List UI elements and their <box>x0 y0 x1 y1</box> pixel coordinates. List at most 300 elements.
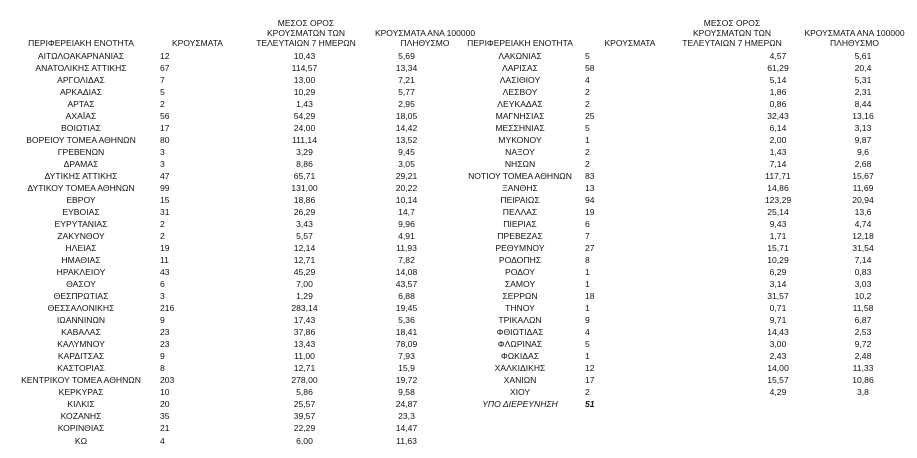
rate-cell: 5,36 <box>398 315 415 326</box>
rate-cell: 2,53 <box>854 327 872 338</box>
table-row <box>455 315 917 327</box>
table-row <box>455 182 917 194</box>
region-cell: ΕΒΡΟΥ <box>66 194 96 205</box>
table-row <box>2 363 457 375</box>
cases-cell: 9 <box>585 315 590 326</box>
rate-cell: 9,87 <box>854 134 872 145</box>
right-header-avg <box>672 18 792 48</box>
cases-cell: 2 <box>585 387 590 398</box>
table-row <box>2 315 457 327</box>
table-row <box>2 182 457 194</box>
region-cell: ΑΡΓΟΛΙΔΑΣ <box>57 74 105 85</box>
rate-cell: 11,58 <box>852 303 874 314</box>
left-header-avg-line1: ΜΕΣΟΣ ΟΡΟΣ <box>277 18 335 28</box>
avg-cell: 14,43 <box>767 327 789 338</box>
avg-cell: 6,29 <box>769 267 787 278</box>
rate-cell <box>809 399 917 411</box>
rate-cell: 13,52 <box>395 134 418 145</box>
rate-cell: 12,18 <box>852 230 874 241</box>
cases-cell: 2 <box>585 158 590 169</box>
avg-cell: 14,00 <box>767 363 789 374</box>
table-row <box>455 50 917 62</box>
table-row <box>2 110 457 122</box>
region-cell: ΡΟΔΟΠΗΣ <box>498 255 542 266</box>
region-cell: ΕΥΒΟΙΑΣ <box>62 206 100 217</box>
rate-cell: 78,09 <box>395 339 418 350</box>
rate-cell: 2,95 <box>398 98 415 109</box>
region-cell: ΚΩ <box>74 435 88 446</box>
region-cell: ΔΥΤΙΚΗΣ ΑΤΤΙΚΗΣ <box>44 170 118 181</box>
region-cell: ΛΑΣΙΘΙΟΥ <box>499 74 541 85</box>
table-row <box>2 375 457 387</box>
cases-cell: 12 <box>585 363 595 374</box>
avg-cell: 9,43 <box>769 218 787 229</box>
cases-cell: 8 <box>160 363 165 374</box>
left-header-avg <box>246 18 366 48</box>
avg-cell: 1,71 <box>769 230 787 241</box>
rate-cell: 2,68 <box>854 158 872 169</box>
region-cell: ΚΕΝΤΡΙΚΟΥ ΤΟΜΕΑ ΑΘΗΝΩΝ <box>21 375 141 386</box>
rate-cell: 20,4 <box>854 62 872 73</box>
region-cell: ΛΕΥΚΑΔΑΣ <box>497 98 543 109</box>
table-row <box>2 411 457 423</box>
avg-cell: 2,00 <box>769 134 787 145</box>
avg-cell: 5,86 <box>296 387 313 398</box>
region-cell: ΚΟΡΙΝΘΙΑΣ <box>57 423 105 434</box>
rate-cell: 18,05 <box>395 110 418 121</box>
cases-cell: 5 <box>585 339 590 350</box>
cases-cell: 35 <box>160 411 170 422</box>
cases-cell: 6 <box>160 279 165 290</box>
region-cell: ΠΙΕΡΙΑΣ <box>503 218 537 229</box>
rate-cell: 4,74 <box>854 218 872 229</box>
rate-cell: 10,14 <box>395 194 418 205</box>
rate-cell: 24,87 <box>395 399 418 410</box>
cases-cell: 2 <box>160 98 165 109</box>
avg-cell: 61,29 <box>767 62 789 73</box>
avg-cell: 3,14 <box>769 279 787 290</box>
avg-cell: 278,00 <box>291 375 318 386</box>
table-row <box>2 399 457 411</box>
table-row <box>455 206 917 218</box>
region-cell: ΧΙΟΥ <box>509 387 531 398</box>
rate-cell: 29,21 <box>395 170 418 181</box>
cases-cell: 5 <box>160 86 165 97</box>
rate-cell: 9,45 <box>398 146 415 157</box>
cases-cell: 2 <box>585 146 590 157</box>
cases-cell: 43 <box>160 267 170 278</box>
table-row <box>455 134 917 146</box>
left-header-avg-line3: ΤΕΛΕΥΤΑΙΩΝ 7 ΗΜΕΡΩΝ <box>256 38 356 48</box>
avg-cell: 9,71 <box>769 315 787 326</box>
rate-cell: 0,83 <box>854 267 872 278</box>
avg-cell <box>747 399 809 411</box>
rate-cell: 9,96 <box>398 218 415 229</box>
right-header-avg-line2: ΚΡΟΥΣΜΑΤΩΝ ΤΩΝ <box>693 28 771 38</box>
table-row <box>2 122 457 134</box>
cases-cell: 2 <box>585 86 590 97</box>
cases-cell: 3 <box>160 291 165 302</box>
cases-cell: 2 <box>160 230 165 241</box>
cases-cell: 4 <box>585 74 590 85</box>
avg-cell: 0,86 <box>769 98 787 109</box>
avg-cell: 111,14 <box>291 134 317 145</box>
table-row <box>455 363 917 375</box>
rate-cell: 7,21 <box>398 74 415 85</box>
region-cell: ΛΑΡΙΣΑΣ <box>502 62 538 73</box>
table-row <box>2 98 457 110</box>
rate-cell: 9,58 <box>398 387 415 398</box>
avg-cell: 12,71 <box>293 255 316 266</box>
cases-cell: 12 <box>160 50 170 61</box>
rate-cell: 9,6 <box>857 146 869 157</box>
table-row <box>2 435 457 447</box>
rate-cell: 14,7 <box>398 206 415 217</box>
region-cell: ΙΩΑΝΝΙΝΩΝ <box>56 315 106 326</box>
region-cell: ΑΙΤΩΛΟΑΚΑΡΝΑΝΙΑΣ <box>37 50 125 61</box>
avg-cell: 54,29 <box>293 110 316 121</box>
cases-cell: 216 <box>160 303 175 314</box>
cases-cell: 203 <box>160 375 175 386</box>
region-cell: ΑΡΤΑΣ <box>67 98 95 109</box>
avg-cell: 1,43 <box>296 98 313 109</box>
avg-cell: 13,00 <box>293 74 316 85</box>
rate-cell: 7,93 <box>398 351 415 362</box>
cases-cell: 3 <box>160 158 165 169</box>
table-row <box>455 267 917 279</box>
table-row <box>455 255 917 267</box>
avg-cell: 5,57 <box>296 230 313 241</box>
region-cell: ΗΜΑΘΙΑΣ <box>61 255 101 266</box>
cases-cell: 20 <box>160 399 170 410</box>
cases-cell: 67 <box>160 62 170 73</box>
table-row <box>2 170 457 182</box>
right-cases-table <box>455 50 917 411</box>
table-row <box>2 279 457 291</box>
rate-cell: 15,9 <box>398 363 415 374</box>
avg-cell: 131,00 <box>291 182 318 193</box>
table-row <box>455 399 917 411</box>
region-cell: ΕΥΡΥΤΑΝΙΑΣ <box>54 218 108 229</box>
cases-cell: 1 <box>585 134 590 145</box>
avg-cell: 25,14 <box>767 206 789 217</box>
cases-cell: 7 <box>585 230 590 241</box>
table-row <box>2 134 457 146</box>
cases-cell: 58 <box>585 62 595 73</box>
cases-cell: 11 <box>160 255 169 266</box>
avg-cell: 12,14 <box>293 243 316 254</box>
cases-cell: 3 <box>160 146 165 157</box>
avg-cell: 10,29 <box>293 86 316 97</box>
rate-cell: 5,61 <box>854 50 872 61</box>
avg-cell: 0,71 <box>769 303 787 314</box>
cases-cell: 9 <box>160 351 165 362</box>
rate-cell: 13,16 <box>852 110 874 121</box>
table-row <box>2 218 457 230</box>
avg-cell: 3,00 <box>769 339 787 350</box>
table-row <box>455 158 917 170</box>
table-row <box>455 74 917 86</box>
avg-cell: 18,86 <box>293 194 316 205</box>
rate-cell: 6,88 <box>398 291 415 302</box>
region-cell: ΔΥΤΙΚΟΥ ΤΟΜΕΑ ΑΘΗΝΩΝ <box>27 182 135 193</box>
cases-cell: 19 <box>160 243 170 254</box>
avg-cell: 65,71 <box>293 170 316 181</box>
cases-cell: 15 <box>160 194 170 205</box>
cases-cell: 9 <box>160 315 165 326</box>
avg-cell: 1,29 <box>296 291 313 302</box>
region-cell: ΦΩΚΙΔΑΣ <box>500 351 540 362</box>
region-cell: ΗΛΕΙΑΣ <box>65 243 97 254</box>
table-row <box>2 50 457 62</box>
rate-cell: 15,67 <box>852 170 874 181</box>
table-row <box>455 86 917 98</box>
table-row <box>2 351 457 363</box>
cases-cell: 6 <box>585 218 590 229</box>
avg-cell: 25,57 <box>293 399 316 410</box>
table-row <box>455 122 917 134</box>
cases-cell: 56 <box>160 110 170 121</box>
table-row <box>2 243 457 255</box>
rate-cell: 14,08 <box>395 267 418 278</box>
table-row <box>455 291 917 303</box>
right-header-region: ΠΕΡΙΦΕΡΕΙΑΚΗ ΕΝΟΤΗΤΑ <box>467 38 573 48</box>
region-cell: ΚΑΣΤΟΡΙΑΣ <box>57 363 105 374</box>
table-row <box>2 267 457 279</box>
avg-cell: 12,71 <box>293 363 316 374</box>
table-row <box>2 303 457 315</box>
left-header-cases: ΚΡΟΥΣΜΑΤΑ <box>172 38 223 48</box>
avg-cell: 37,86 <box>293 327 316 338</box>
cases-cell: 4 <box>585 327 590 338</box>
region-cell: ΖΑΚΥΝΘΟΥ <box>57 230 105 241</box>
region-cell: ΝΟΤΙΟΥ ΤΟΜΕΑ ΑΘΗΝΩΝ <box>468 170 572 181</box>
avg-cell: 1,86 <box>769 86 787 97</box>
rate-cell: 5,77 <box>398 86 415 97</box>
right-header-cases: ΚΡΟΥΣΜΑΤΑ <box>604 38 656 48</box>
avg-cell: 45,29 <box>293 267 316 278</box>
cases-cell: 1 <box>585 351 590 362</box>
avg-cell: 4,29 <box>769 387 787 398</box>
cases-cell: 13 <box>585 182 595 193</box>
avg-cell: 123,29 <box>764 194 792 205</box>
avg-cell: 3,29 <box>296 146 313 157</box>
table-row <box>455 170 917 182</box>
region-cell: ΑΡΚΑΔΙΑΣ <box>59 86 103 97</box>
rate-cell: 7,82 <box>398 255 415 266</box>
region-cell: ΧΑΝΙΩΝ <box>503 375 537 386</box>
cases-cell: 18 <box>585 291 595 302</box>
avg-cell: 31,57 <box>767 291 789 302</box>
rate-cell: 10,2 <box>854 291 872 302</box>
rate-cell: 7,14 <box>854 255 872 266</box>
region-cell: ΝΗΣΩΝ <box>504 158 536 169</box>
region-cell: ΜΑΓΝΗΣΙΑΣ <box>495 110 545 121</box>
cases-cell: 94 <box>585 194 595 205</box>
cases-cell: 23 <box>160 327 170 338</box>
cases-cell: 5 <box>585 50 590 61</box>
table-row <box>455 375 917 387</box>
cases-cell: 31 <box>160 206 170 217</box>
region-cell: ΡΟΔΟΥ <box>505 267 535 278</box>
avg-cell: 39,57 <box>293 411 316 422</box>
table-row <box>2 423 457 435</box>
table-row <box>455 98 917 110</box>
region-cell: ΥΠΟ ΔΙΕΡΕΥΝΗΣΗ <box>482 399 558 410</box>
table-row <box>2 327 457 339</box>
right-header-avg-line1: ΜΕΣΟΣ ΟΡΟΣ <box>703 18 761 28</box>
table-row <box>455 62 917 74</box>
region-cell: ΧΑΛΚΙΔΙΚΗΣ <box>494 363 546 374</box>
table-row <box>2 230 457 242</box>
rate-cell: 2,48 <box>854 351 872 362</box>
table-row <box>455 146 917 158</box>
region-cell: ΞΑΝΘΗΣ <box>502 182 538 193</box>
cases-cell: 17 <box>160 122 170 133</box>
avg-cell: 17,43 <box>293 315 316 326</box>
avg-cell: 24,00 <box>293 122 316 133</box>
right-header-rate-line2: ΠΛΗΘΥΣΜΟ <box>830 38 879 48</box>
table-row <box>2 339 457 351</box>
avg-cell: 4,57 <box>769 50 787 61</box>
table-row <box>455 387 917 399</box>
avg-cell: 7,14 <box>769 158 787 169</box>
left-header-avg-line2: ΚΡΟΥΣΜΑΤΩΝ ΤΩΝ <box>267 28 345 38</box>
rate-cell: 14,47 <box>395 423 418 434</box>
cases-cell: 8 <box>585 255 590 266</box>
cases-cell: 83 <box>585 170 595 181</box>
region-cell: ΦΛΩΡΙΝΑΣ <box>497 339 543 350</box>
left-header-region: ΠΕΡΙΦΕΡΕΙΑΚΗ ΕΝΟΤΗΤΑ <box>28 38 134 48</box>
table-row <box>455 303 917 315</box>
rate-cell: 13,6 <box>854 206 872 217</box>
table-row <box>2 158 457 170</box>
rate-cell: 11,93 <box>396 243 417 254</box>
table-row <box>455 218 917 230</box>
region-cell: ΝΑΞΟΥ <box>505 146 535 157</box>
table-row <box>2 255 457 267</box>
rate-cell: 13,34 <box>395 62 418 73</box>
rate-cell: 43,57 <box>395 279 418 290</box>
rate-cell: 11,69 <box>852 182 874 193</box>
region-cell: ΡΕΘΥΜΝΟΥ <box>495 243 545 254</box>
cases-cell: 99 <box>160 182 170 193</box>
region-cell: ΗΡΑΚΛΕΙΟΥ <box>56 267 106 278</box>
right-header-rate-line1: ΚΡΟΥΣΜΑΤΑ ΑΝΑ 100000 <box>804 28 905 38</box>
rate-cell: 10,86 <box>852 375 874 386</box>
table-row <box>2 387 457 399</box>
left-header-rate-line1: ΚΡΟΥΣΜΑΤΑ ΑΝΑ 100000 <box>374 28 476 38</box>
avg-cell: 2,43 <box>769 351 787 362</box>
rate-cell: 20,22 <box>395 182 418 193</box>
region-cell: ΔΡΑΜΑΣ <box>63 158 99 169</box>
avg-cell: 14,86 <box>767 182 789 193</box>
region-cell: ΚΑΛΥΜΝΟΥ <box>57 339 105 350</box>
region-cell: ΓΡΕΒΕΝΩΝ <box>57 146 105 157</box>
avg-cell: 117,71 <box>765 170 791 181</box>
region-cell: ΒΟΙΩΤΙΑΣ <box>61 122 101 133</box>
table-row <box>2 146 457 158</box>
cases-cell: 27 <box>585 243 595 254</box>
table-row <box>455 194 917 206</box>
table-row <box>2 206 457 218</box>
right-header-rate <box>792 28 917 48</box>
region-cell: ΑΧΑΪΑΣ <box>65 110 97 121</box>
avg-cell: 11,00 <box>294 351 315 362</box>
region-cell: ΘΕΣΣΑΛΟΝΙΚΗΣ <box>47 303 115 314</box>
table-row <box>455 230 917 242</box>
rate-cell: 3,13 <box>854 122 872 133</box>
right-header-avg-line3: ΤΕΛΕΥΤΑΙΩΝ 7 ΗΜΕΡΩΝ <box>682 38 782 48</box>
avg-cell: 6,00 <box>296 435 313 446</box>
region-cell: ΘΕΣΠΡΩΤΙΑΣ <box>53 291 109 302</box>
avg-cell: 3,43 <box>296 218 313 229</box>
rate-cell: 11,63 <box>396 435 417 446</box>
region-cell: ΠΕΛΛΑΣ <box>502 206 538 217</box>
avg-cell: 32,43 <box>767 110 789 121</box>
region-cell: ΚΑΡΔΙΤΣΑΣ <box>57 351 105 362</box>
rate-cell: 3,8 <box>857 387 869 398</box>
avg-cell: 22,29 <box>293 423 316 434</box>
rate-cell: 3,05 <box>398 158 415 169</box>
cases-cell: 1 <box>585 303 590 314</box>
rate-cell: 8,44 <box>854 98 872 109</box>
cases-cell: 19 <box>585 206 595 217</box>
rate-cell: 31,54 <box>852 243 874 254</box>
rate-cell: 4,91 <box>398 230 415 241</box>
rate-cell: 23,3 <box>398 411 415 422</box>
cases-cell: 51 <box>585 399 595 410</box>
table-row <box>455 327 917 339</box>
left-cases-table <box>2 50 457 447</box>
region-cell: ΚΟΖΑΝΗΣ <box>60 411 102 422</box>
avg-cell: 26,29 <box>293 206 316 217</box>
cases-cell: 2 <box>160 218 165 229</box>
region-cell: ΛΑΚΩΝΙΑΣ <box>498 50 542 61</box>
table-row <box>455 279 917 291</box>
avg-cell: 6,14 <box>769 122 787 133</box>
avg-cell: 15,71 <box>767 243 789 254</box>
rate-cell: 5,69 <box>398 50 415 61</box>
rate-cell: 9,72 <box>854 339 872 350</box>
table-row <box>455 110 917 122</box>
region-cell: ΚΑΒΑΛΑΣ <box>61 327 101 338</box>
rate-cell: 19,72 <box>395 375 418 386</box>
region-cell: ΜΥΚΟΝΟΥ <box>498 134 542 145</box>
avg-cell: 283,14 <box>291 303 318 314</box>
region-cell: ΠΕΙΡΑΙΩΣ <box>500 194 540 205</box>
region-cell: ΜΕΣΣΗΝΙΑΣ <box>495 122 545 133</box>
rate-cell: 3,03 <box>854 279 872 290</box>
cases-cell: 47 <box>160 170 170 181</box>
region-cell: ΤΗΝΟΥ <box>505 303 535 314</box>
region-cell: ΒΟΡΕΙΟΥ ΤΟΜΕΑ ΑΘΗΝΩΝ <box>26 134 136 145</box>
region-cell: ΣΑΜΟΥ <box>504 279 536 290</box>
avg-cell: 114,57 <box>291 62 318 73</box>
avg-cell: 13,43 <box>293 339 316 350</box>
rate-cell: 6,87 <box>854 315 872 326</box>
table-row <box>2 62 457 74</box>
table-row <box>455 339 917 351</box>
cases-cell: 1 <box>585 267 590 278</box>
rate-cell: 2,31 <box>854 86 872 97</box>
cases-cell: 5 <box>585 122 590 133</box>
cases-cell: 4 <box>160 435 165 446</box>
region-cell: ΚΙΛΚΙΣ <box>67 399 95 410</box>
rate-cell: 14,42 <box>395 122 418 133</box>
region-cell: ΠΡΕΒΕΖΑΣ <box>497 230 543 241</box>
region-cell: ΣΕΡΡΩΝ <box>502 291 538 302</box>
